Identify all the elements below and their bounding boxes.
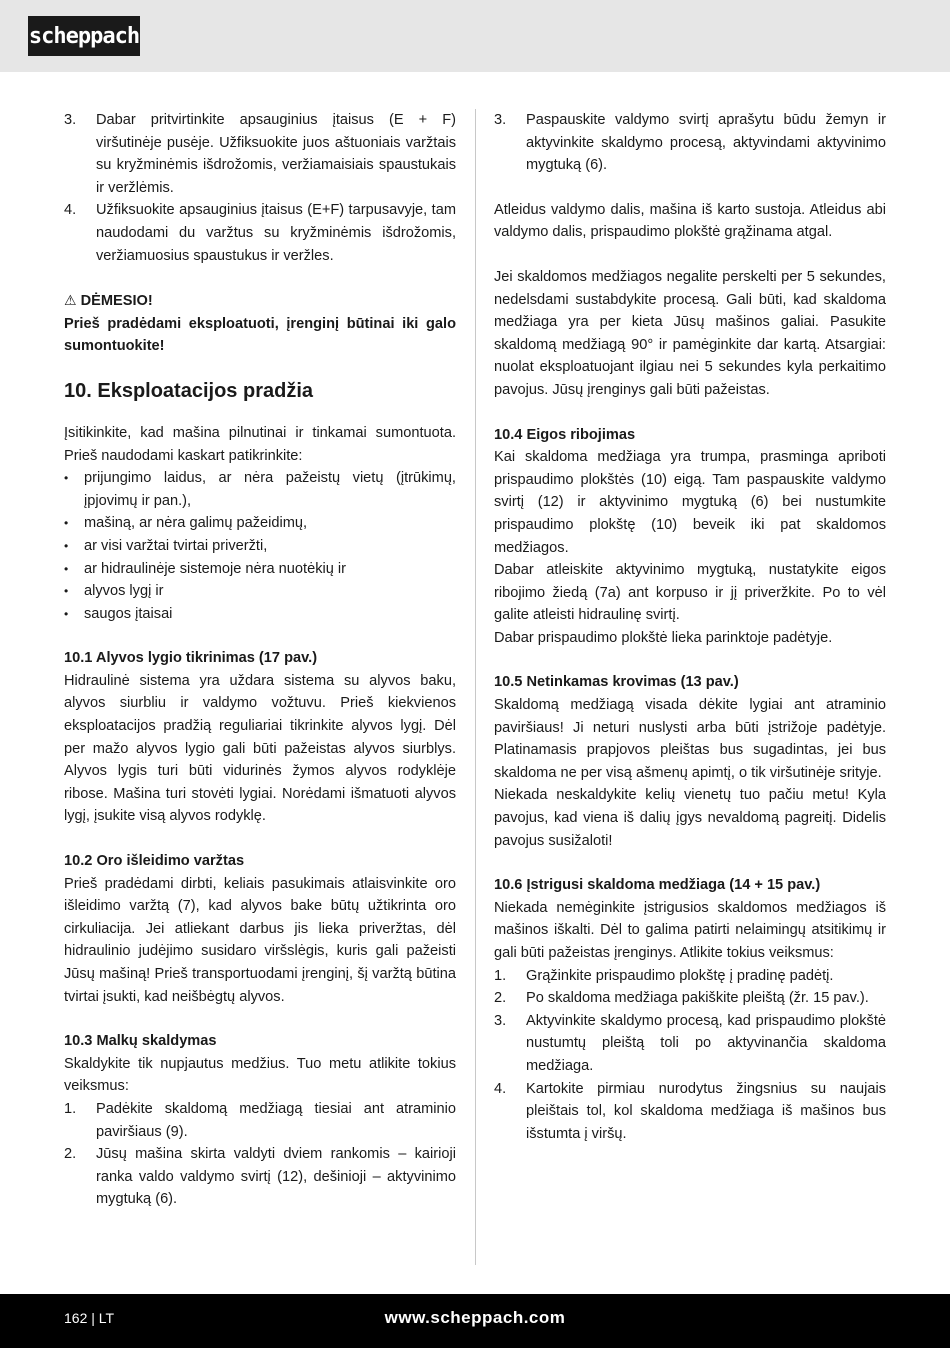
list-item: • mašiną, ar nėra galimų pažeidimų, (64, 512, 456, 535)
subsection-title: 10.6 Įstrigusi skaldoma medžiaga (14 + 15 pav.) (494, 877, 821, 894)
paragraph: Atleidus valdymo dalis, mašina iš karto sustoja. Atleidus abi valdymo dalis, prispaudimo plokštė grąžinama atgal. (494, 201, 886, 241)
warning-text: Prieš pradėdami eksploatuoti, įrenginį būtinai iki galo sumontuokite! (64, 315, 456, 355)
list-item: 3. Paspauskite valdymo svirtį aprašytu būdu žemyn ir aktyvinkite skaldymo procesą, aktyvindami aktyvinimo mygtuką (6). (494, 112, 886, 174)
checklist (64, 467, 456, 625)
list-item: • alyvos lygį ir (64, 580, 456, 603)
splitting-steps-cont (494, 109, 886, 177)
list-item: • saugos įtaisai (64, 603, 456, 626)
column-divider (475, 109, 476, 1265)
warning-triangle-icon: ⚠ (64, 292, 77, 309)
list-item: • ar visi varžtai tvirtai priveržti, (64, 535, 456, 558)
paragraph: Jei skaldomos medžiagos negalite perskelti per 5 sekundes, nedelsdami sustabdykite procesą. Gali būti, kad skaldoma medžiaga yra per kieta Jūsų mašinos galiai. Pasukite skaldomą medžiagą 90° ir pamėginkite dar kartą. Atsargiai: nuolat eksploatuojant ilgiau nei 5 sekundes kyla perkaitimo pavojus. Jūsų įrenginys gali būti pažeistas. (494, 268, 886, 398)
subsection-title: 10.1 Alyvos lygio tikrinimas (17 pav.) (64, 650, 318, 667)
footer-bar (0, 1294, 950, 1348)
scheppach-logo: scheppach (28, 16, 140, 56)
list-item: 2. Jūsų mašina skirta valdyti dviem rankomis – kairioji ranka valdo valdymo svirtį (12), dešinioji – aktyvinimo mygtuką (6). (64, 1146, 456, 1208)
paragraph: Prieš pradėdami dirbti, keliais pasukimais atlaisvinkite oro išleidimo varžtą (7), kad alyvos bake būtų užtikrinta oro cirkuliacija. Jei atliekant darbus jis lieka priveržtas, dėl hidraulinio judėjimo susidaro viršslėgis, kuris gali pažeisti Jūsų mašiną! Prieš transportuodami įrenginį, šį varžtą būtina tvirtai įsukti, kad neišbėgtų alyvos. (64, 875, 456, 1005)
right-column (494, 109, 886, 1145)
subsection-title: 10.2 Oro išleidimo varžtas (64, 853, 245, 870)
header-bar (0, 0, 950, 72)
assembly-steps (64, 109, 456, 267)
paragraph: Dabar prispaudimo plokštė lieka parinktoje padėtyje. (494, 629, 833, 646)
subsection-title: 10.3 Malkų skaldymas (64, 1033, 217, 1050)
paragraph: Skaldomą medžiagą visada dėkite lygiai ant atraminio paviršiaus! Ji neturi nuslysti arba būti įstrižoje padėtyje. Platinamasis prapjovos pleištas bus sugadintas, jei bus skaldoma ne per visą ašmenų apimtį, o tik viršutinėje srityje. (494, 697, 886, 781)
list-item: 4. Užfiksuokite apsauginius įtaisus (E+F) tarpusavyje, tam naudodami du varžtus su kryžminėmis išdrožomis, veržiamuosius spaustukus ir veržles. (64, 202, 456, 264)
paragraph: Kai skaldoma medžiaga yra trumpa, prasminga apriboti prispaudimo plokštės (10) eigą. Tam paspauskite valdymo svirtį (12) ir aktyvinimo mygtuką (6) bei nustumkite prispaudimo plokštę (10) beveik iki pat skaldomos medžiagos. (494, 449, 886, 556)
stuck-wood-steps (494, 965, 886, 1146)
paragraph: Hidraulinė sistema yra uždara sistema su alyvos baku, alyvos siurbliu ir valdymo vožtuvu. Prieš kiekvienos eksploatacijos pradžią reguliariai tikrinkite alyvos lygį. Dėl per mažo alyvos lygio gali būti pažeistas alyvos siurblys. Alyvos lygis turi būti vidurinės žymos alyvos rodyklėje ribose. Mašina turi stovėti lygiai. Norėdami išmatuoti alyvos lygį, įsukite visą alyvos rodyklę. (64, 672, 456, 825)
subsection-title: 10.4 Eigos ribojimas (494, 426, 636, 443)
list-item: 3. Aktyvinkite skaldymo procesą, kad prispaudimo plokštė nustumtų pleištą toli po aktyvinančia skaldoma medžiaga. (494, 1012, 886, 1074)
list-item: 1. Grąžinkite prispaudimo plokštę į pradinę padėtį. (494, 967, 834, 984)
paragraph: Skaldykite tik nupjautus medžius. Tuo metu atlikite tokius veiksmus: (64, 1055, 456, 1095)
page-number: 162 | LT (64, 1310, 115, 1326)
subsection-title: 10.5 Netinkamas krovimas (13 pav.) (494, 674, 739, 691)
paragraph: Dabar atleiskite aktyvinimo mygtuką, nustatykite eigos ribojimo žiedą (7a) ant korpuso ir jį priveržkite. Po to vėl galite atleisti hidraulinę svirtį. (494, 562, 886, 624)
list-item: 3. Dabar pritvirtinkite apsauginius įtaisus (E + F) viršutinėje pusėje. Užfiksuokite juos aštuoniais varžtais su kryžminėmis išdrožomis, veržiamaisiais spaustukais ir veržlėmis. (64, 112, 456, 196)
paragraph: Niekada neskaldykite kelių vienetų tuo pačiu metu! Kyla pavojus, kad viena iš dalių įgys nevaldomą pagreitį. Didelis pavojus susižaloti! (494, 787, 886, 849)
section-heading: 10. Eksploatacijos pradžia (64, 379, 313, 402)
splitting-steps (64, 1098, 456, 1211)
list-item: • prijungimo laidus, ar nėra pažeistų vietų (įtrūkimų, įpjovimų ir pan.), (64, 467, 456, 512)
paragraph: Niekada nemėginkite įstrigusios skaldomos medžiagos iš mašinos iškalti. Dėl to galima patirti nelaimingų atsitikimų ir gali būti pažeistas įrenginys. Atlikite tokius veiksmus: (494, 899, 886, 961)
warning-title: ⚠ DĖMESIO! (64, 292, 153, 310)
list-item: • ar hidraulinėje sistemoje nėra nuotėkių ir (64, 558, 456, 581)
list-item: 4. Kartokite pirmiau nurodytus žingsnius su naujais pleištais tol, kol skaldoma medžiaga iš mašinos bus išstumta į viršų. (494, 1080, 886, 1142)
intro-paragraph: Įsitikinkite, kad mašina pilnutinai ir tinkamai sumontuota. Prieš naudodami kaskart patikrinkite: (64, 424, 456, 464)
list-item: 1. Padėkite skaldomą medžiagą tiesiai ant atraminio paviršiaus (9). (64, 1100, 456, 1140)
left-column (64, 109, 456, 1211)
list-item: 2. Po skaldoma medžiaga pakiškite pleištą (žr. 15 pav.). (494, 990, 869, 1007)
website-link[interactable]: www.scheppach.com (384, 1308, 566, 1327)
